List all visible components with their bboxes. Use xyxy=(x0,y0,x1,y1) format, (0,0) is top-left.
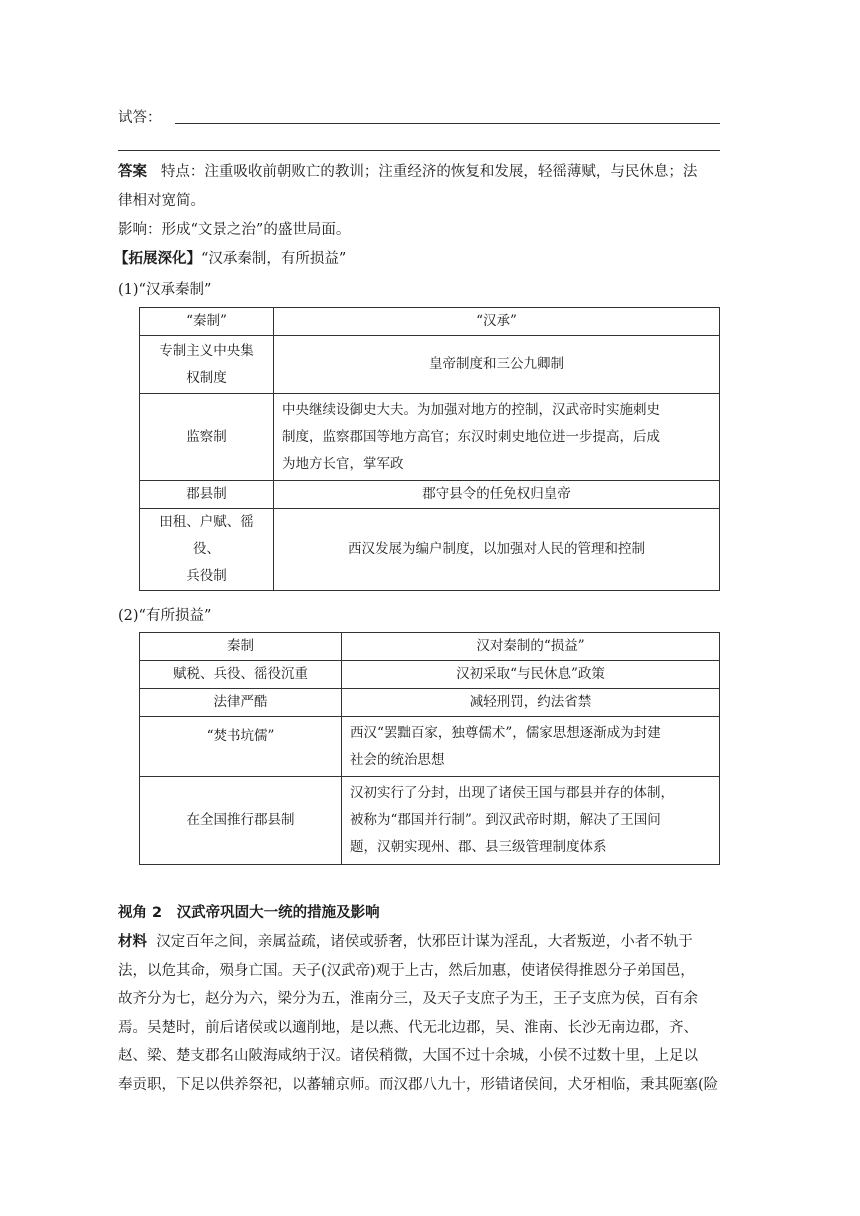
answer-blank-line xyxy=(175,123,720,124)
table-header-cell: “汉承” xyxy=(274,308,720,336)
table-row xyxy=(140,481,720,509)
table-row xyxy=(140,394,720,481)
material-line: 法，以危其命，殒身亡国。天子(汉武帝)观于上古，然后加惠，使诸侯得推恩分子弟国邑， xyxy=(118,962,695,979)
material-paragraph xyxy=(118,928,738,1099)
table-header-cell: “秦制” xyxy=(140,308,274,336)
table-cell: 皇帝制度和三公九卿制 xyxy=(274,336,720,394)
table-row xyxy=(140,717,720,777)
table-cell: 郡守县令的任免权归皇帝 xyxy=(274,481,720,509)
deepen-title: “汉承秦制，有所损益” xyxy=(201,251,347,267)
table-header-row xyxy=(140,633,720,661)
table-header-row xyxy=(140,308,720,336)
table-cell: 汉初实行了分封，出现了诸侯王国与郡县并存的体制， 被称为“郡国并行制”。到汉武帝时期，解决了王国问 题，汉朝实现州、郡、县三级管理制度体系 xyxy=(342,777,720,865)
answer-text-1: 特点：注重吸收前朝败亡的教训；注重经济的恢复和发展，轻徭薄赋，与民休息；法 xyxy=(160,164,698,180)
deepen-tag: 【拓展深化】 xyxy=(114,251,201,267)
table-row xyxy=(140,777,720,865)
material-line: 奉贡职，下足以供养祭祀，以蕃辅京师。而汉郡八九十，形错诸侯间，犬牙相临，秉其阨塞(险 xyxy=(118,1076,719,1093)
table-cell: 西汉“罢黜百家，独尊儒术”，儒家思想逐渐成为封建 社会的统治思想 xyxy=(342,717,720,777)
material-label: 材料 xyxy=(118,934,147,950)
table-han-inherits-qin xyxy=(139,307,720,591)
table-cell: 郡县制 xyxy=(140,481,274,509)
deepen-heading xyxy=(114,247,346,268)
table-han-modifications xyxy=(139,632,720,865)
try-answer-label: 试答： xyxy=(118,110,162,126)
answer-text-3: 影响：形成“文景之治”的盛世局面。 xyxy=(118,222,351,238)
table-cell: 赋税、兵役、徭役沉重 xyxy=(140,661,342,689)
material-line: 故齐分为七，赵分为六，梁分为五，淮南分三，及天子支庶子为王，王子支庶为侯，百有余 xyxy=(118,991,698,1007)
table2-caption: (2)“有所损益” xyxy=(118,608,212,624)
table-cell: 田租、户赋、徭役、 兵役制 xyxy=(140,509,274,591)
table-row xyxy=(140,336,720,394)
table-cell: 汉初采取“与民休息”政策 xyxy=(342,661,720,689)
table-cell: 中央继续设御史大夫。为加强对地方的控制，汉武帝时实施刺史 制度，监察郡国等地方高官；东汉时刺史地位进一步提高，后成 为地方长官，掌军政 xyxy=(274,394,720,481)
table-row xyxy=(140,509,720,591)
answer-blank-line xyxy=(118,150,720,151)
table-cell: 监察制 xyxy=(140,394,274,481)
table-row xyxy=(140,689,720,717)
material-line: 材料 汉定百年之间，亲属益疏，诸侯或骄奢，忕邪臣计谋为淫乱，大者叛逆，小者不轨于 xyxy=(118,934,693,950)
section-heading: 视角 2 汉武帝巩固大一统的措施及影响 xyxy=(118,905,380,921)
answer-line-1 xyxy=(118,160,697,181)
table-header-cell: 秦制 xyxy=(140,633,342,661)
material-line: 赵、梁、楚支郡名山陂海咸纳于汉。诸侯稍微，大国不过十余城，小侯不过数十里，上足以 xyxy=(118,1048,698,1064)
table-cell: 在全国推行郡县制 xyxy=(140,777,342,865)
table-cell: 法律严酷 xyxy=(140,689,342,717)
table-cell: 专制主义中央集 权制度 xyxy=(140,336,274,394)
table-cell: 减轻刑罚，约法省禁 xyxy=(342,689,720,717)
material-line: 焉。吴楚时，前后诸侯或以適削地，是以燕、代无北边郡，吴、淮南、长沙无南边郡，齐、 xyxy=(118,1019,698,1036)
table-cell: 西汉发展为编户制度，以加强对人民的管理和控制 xyxy=(274,509,720,591)
table-cell: “焚书坑儒” xyxy=(140,717,342,777)
answer-text-2: 律相对宽简。 xyxy=(118,193,205,209)
table-header-cell: 汉对秦制的“损益” xyxy=(342,633,720,661)
answer-label: 答案 xyxy=(118,164,147,180)
table-row xyxy=(140,661,720,689)
table1-caption: (1)“汉承秦制” xyxy=(118,282,212,298)
